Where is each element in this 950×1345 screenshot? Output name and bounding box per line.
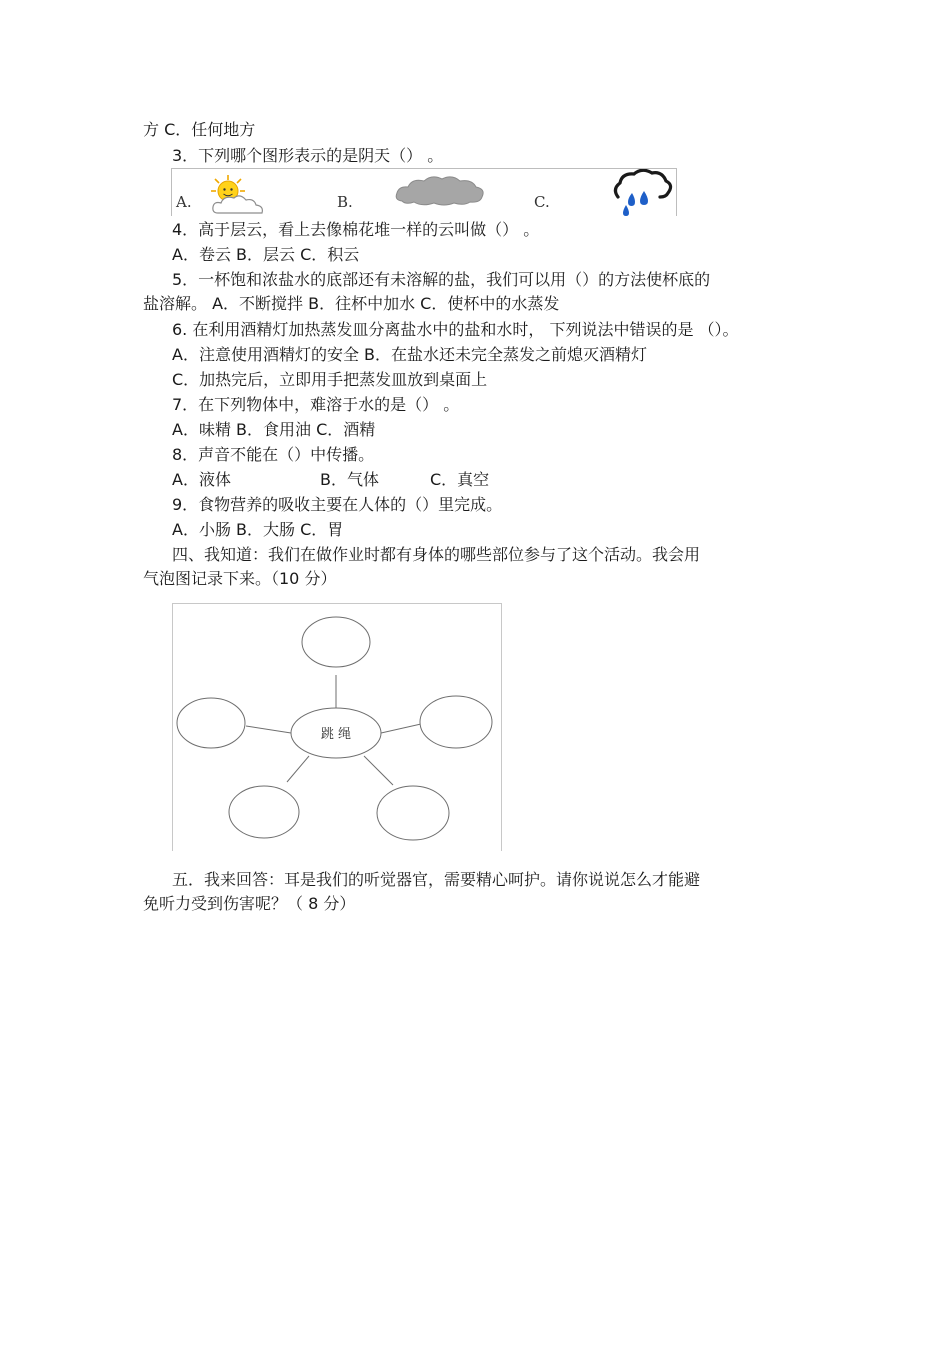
question-7: 7．在下列物体中，难溶于水的是（） 。: [172, 395, 460, 414]
sun-cloud-icon: [206, 173, 272, 217]
bubble-map: [173, 604, 503, 852]
question-4: 4．高于层云，看上去像棉花堆一样的云叫做（） 。: [172, 220, 540, 239]
rain-cloud-icon: [610, 169, 674, 217]
question-6-option-c: C．加热完后，立即用手把蒸发皿放到桌面上: [172, 370, 488, 389]
bubble-bottom-left[interactable]: [229, 786, 299, 838]
connector-bottom-left: [287, 756, 309, 782]
question-8: 8．声音不能在（）中传播。: [172, 445, 375, 464]
question-9: 9．食物营养的吸收主要在人体的（）里完成。: [172, 495, 503, 514]
option-b-label: B.: [337, 193, 353, 211]
question-6-options-ab: A．注意使用酒精灯的安全 B．在盐水还未完全蒸发之前熄灭酒精灯: [172, 345, 648, 364]
question-8-option-a: A．液体: [172, 470, 231, 489]
line-q2-tail: 方 C．任何地方: [143, 120, 256, 139]
question-7-options: A．味精 B．食用油 C．酒精: [172, 420, 376, 439]
option-a-label: A.: [176, 193, 192, 211]
section-5-line-2: 免听力受到伤害呢？（ 8 分）: [143, 894, 356, 913]
bubble-top[interactable]: [302, 617, 370, 667]
section-5-line-1: 五．我来回答：耳是我们的听觉器官，需要精心呵护。请你说说怎么才能避: [172, 870, 701, 889]
question-4-options: A．卷云 B．层云 C．积云: [172, 245, 360, 264]
question-5-line-2: 盐溶解。 A．不断搅拌 B．往杯中加水 C．使杯中的水蒸发: [143, 294, 560, 313]
question-5-line-1: 5．一杯饱和浓盐水的底部还有未溶解的盐，我们可以用（）的方法使杯底的: [172, 270, 711, 289]
section-4-line-2: 气泡图记录下来。（10 分）: [143, 569, 337, 588]
connector-right: [381, 724, 421, 733]
bubble-center-label: 跳 绳: [320, 727, 352, 742]
section-4-line-1: 四、我知道：我们在做作业时都有身体的哪些部位参与了这个活动。我会用: [172, 545, 701, 564]
weather-options-box: [171, 168, 677, 216]
bubble-left[interactable]: [177, 698, 245, 748]
bubble-map-box: [172, 603, 502, 851]
question-3: 3．下列哪个图形表示的是阴天（） 。: [172, 146, 444, 165]
connector-bottom-right: [364, 756, 393, 785]
question-9-options: A．小肠 B．大肠 C．胃: [172, 520, 344, 539]
question-6: 6. 在利用酒精灯加热蒸发皿分离盐水中的盐和水时， 下列说法中错误的是 （）。: [172, 320, 739, 339]
bubble-bottom-right[interactable]: [377, 786, 449, 840]
question-8-option-b: B．气体: [320, 470, 379, 489]
connector-left: [246, 726, 291, 733]
option-c-label: C.: [534, 193, 550, 211]
question-8-option-c: C．真空: [430, 470, 490, 489]
cloud-icon: [394, 173, 486, 207]
bubble-right[interactable]: [420, 696, 492, 748]
